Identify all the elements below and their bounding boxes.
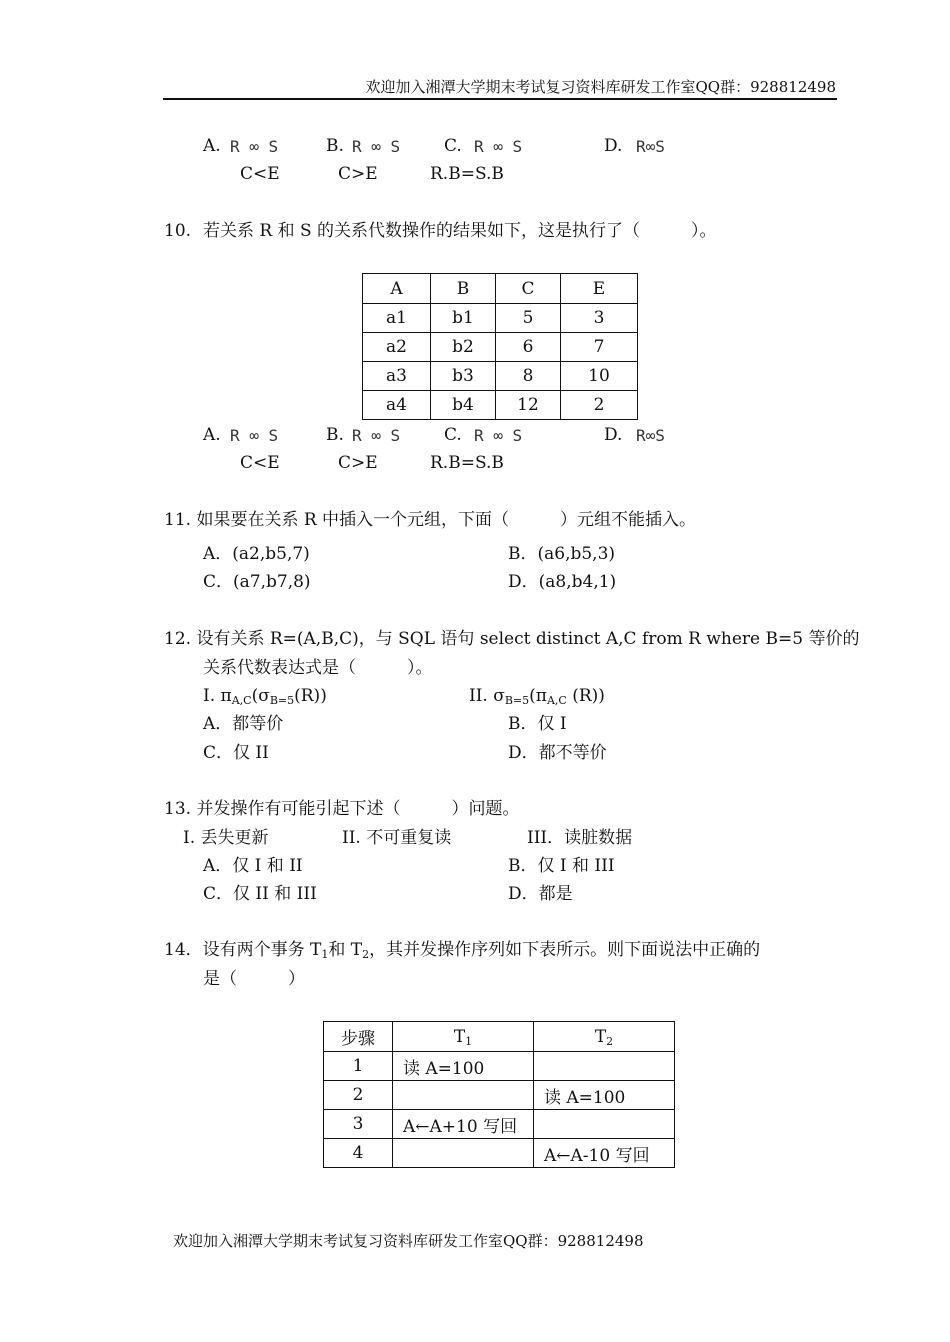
q13-option-a: A．仅 I 和 II (203, 856, 303, 876)
q9-option-b-label: B. (326, 136, 344, 156)
q10-option-a-expr: R ∞ S (230, 426, 279, 445)
q10-option-d-expr: R∞S (636, 426, 665, 445)
q12-option-d: D．都不等价 (508, 743, 607, 763)
q13-option-c: C．仅 II 和 III (203, 884, 317, 904)
q11-option-c: C．(a7,b7,8) (203, 572, 311, 592)
q12-expression-1: I. $\pi_{A,C}(\sigma_{B=5}(R))$ (203, 686, 327, 707)
table-row (363, 391, 638, 420)
q12-expression-2: II. $\sigma_{B=5}(\pi_{A,C}$ (R)) (469, 686, 605, 707)
q9-option-b-expr: R ∞ S (352, 137, 401, 156)
table-cell (393, 1081, 534, 1110)
table-cell: b4 (431, 391, 496, 420)
q13-item-iii: III．读脏数据 (527, 828, 633, 848)
table-cell: a4 (363, 391, 431, 420)
q14-text-line1: 14．设有两个事务 $T_1$和 $T_2$，其并发操作序列如下表所示。则下面说法中正确的 (164, 940, 761, 961)
table-cell: b1 (431, 304, 496, 333)
q10-result-table (362, 273, 638, 420)
table-cell: b3 (431, 362, 496, 391)
table-row (363, 362, 638, 391)
q11-text: 11. 如果要在关系 R 中插入一个元组，下面（ ）元组不能插入。 (164, 510, 697, 530)
table-cell: 12 (496, 391, 561, 420)
table-cell: 3 (324, 1110, 393, 1139)
q10-option-b-cond: C>E (338, 453, 378, 473)
table-cell: a1 (363, 304, 431, 333)
q10-option-c-cond: R.B=S.B (430, 453, 504, 473)
table-cell: a3 (363, 362, 431, 391)
q11-option-b: B．(a6,b5,3) (508, 544, 616, 564)
table-row (363, 304, 638, 333)
table-cell: 3 (561, 304, 638, 333)
table-cell: 2 (324, 1081, 393, 1110)
q9-option-d-label: D. (604, 136, 623, 156)
q12-option-c: C．仅 II (203, 743, 269, 763)
q9-option-a-cond: C<E (240, 164, 280, 184)
table-header-cell: B (431, 274, 496, 304)
q13-option-b: B．仅 I 和 III (508, 856, 615, 876)
q11-option-a: A．(a2,b5,7) (203, 544, 310, 564)
table-cell: b2 (431, 333, 496, 362)
q14-schedule-table (323, 1021, 675, 1168)
table-cell: A←A+10 写回 (393, 1110, 534, 1139)
q10-option-d-label: D. (604, 425, 623, 445)
q12-text-line2: 关系代数表达式是（ ）。 (203, 658, 433, 678)
table-cell: 6 (496, 333, 561, 362)
table-cell (393, 1139, 534, 1168)
q10-number: 10. (164, 221, 192, 241)
table-cell: 7 (561, 333, 638, 362)
table-row (324, 1110, 675, 1139)
header-rule (163, 98, 837, 100)
table-cell: 10 (561, 362, 638, 391)
q12-option-a: A．都等价 (203, 714, 284, 734)
q9-option-c-label: C. (444, 136, 462, 156)
table-cell: 8 (496, 362, 561, 391)
table-row (363, 333, 638, 362)
table-cell: 读 A=100 (393, 1052, 534, 1081)
table-cell: a2 (363, 333, 431, 362)
q10-option-a-label: A. (203, 425, 221, 445)
q9-option-a-label: A. (203, 136, 221, 156)
q9-option-d-expr: R∞S (636, 137, 665, 156)
q13-item-ii: II. 不可重复读 (342, 828, 452, 848)
table-header-cell: $T_2$ (534, 1022, 675, 1052)
q14-text-line2: 是（ ） (203, 969, 305, 989)
q10-option-a-cond: C<E (240, 453, 280, 473)
q10-text: 若关系 R 和 S 的关系代数操作的结果如下，这是执行了（ ）。 (203, 221, 717, 241)
page-header: 欢迎加入湘潭大学期末考试复习资料库研发工作室QQ群：928812498 (365, 78, 836, 96)
q13-item-i: I. 丢失更新 (183, 828, 269, 848)
q13-option-d: D．都是 (508, 884, 573, 904)
table-header-cell: 步骤 (324, 1022, 393, 1052)
q10-option-b-label: B. (326, 425, 344, 445)
table-row (324, 1052, 675, 1081)
table-cell: 2 (561, 391, 638, 420)
table-header-row (324, 1022, 675, 1052)
q9-option-c-expr: R ∞ S (474, 137, 523, 156)
table-header-cell: $T_1$ (393, 1022, 534, 1052)
q13-text: 13. 并发操作有可能引起下述（ ）问题。 (164, 799, 520, 819)
q10-option-c-expr: R ∞ S (474, 426, 523, 445)
table-cell: 4 (324, 1139, 393, 1168)
q9-option-c-cond: R.B=S.B (430, 164, 504, 184)
q9-option-b-cond: C>E (338, 164, 378, 184)
table-cell: 1 (324, 1052, 393, 1081)
q12-option-b: B．仅 I (508, 714, 567, 734)
table-header-cell: C (496, 274, 561, 304)
q10-option-c-label: C. (444, 425, 462, 445)
q10-option-b-expr: R ∞ S (352, 426, 401, 445)
q12-text-line1: 12. 设有关系 R=(A,B,C)，与 SQL 语句 select distinct A,C from R where B=5 等价的 (164, 629, 860, 649)
table-row (324, 1081, 675, 1110)
table-header-row (363, 274, 638, 304)
q11-option-d: D．(a8,b4,1) (508, 572, 617, 592)
table-header-cell: E (561, 274, 638, 304)
page-footer: 欢迎加入湘潭大学期末考试复习资料库研发工作室QQ群：928812498 (173, 1232, 644, 1250)
table-cell: 读 A=100 (534, 1081, 675, 1110)
table-header-cell: A (363, 274, 431, 304)
table-row (324, 1139, 675, 1168)
q9-option-a-expr: R ∞ S (230, 137, 279, 156)
table-cell: A←A-10 写回 (534, 1139, 675, 1168)
table-cell (534, 1110, 675, 1139)
table-cell (534, 1052, 675, 1081)
table-cell: 5 (496, 304, 561, 333)
